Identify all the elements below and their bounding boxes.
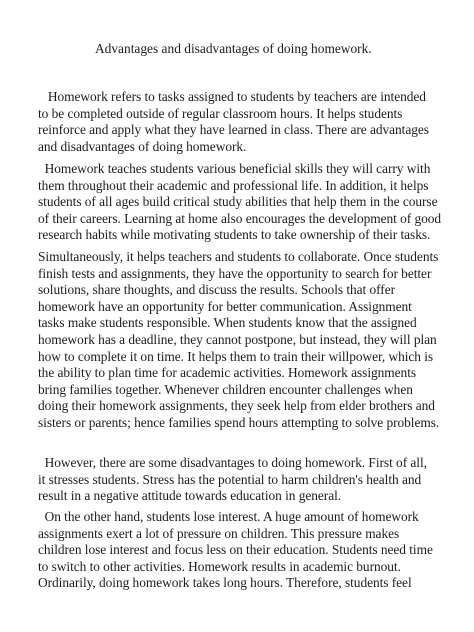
text-line: to switch to other activities. Homework results in academic burnout. <box>38 558 401 574</box>
text-line: the ability to plan time for academic activities. Homework assignments <box>38 365 417 381</box>
text-line: Homework teaches students various beneficial skills they will carry with <box>38 161 431 176</box>
text-line: sisters or parents; hence families spend hours attempting to solve problems. <box>38 414 440 430</box>
text-line: and disadvantages of doing homework. <box>38 138 247 154</box>
text-line: of their careers. Learning at home also encourages the development of good <box>38 210 442 226</box>
paragraph-disadvantages-stress <box>38 455 427 505</box>
text-line: to be completed outside of regular classroom hours. It helps students <box>38 105 403 121</box>
document-title: Advantages and disadvantages of doing homework. <box>95 41 372 56</box>
text-line: research habits while motivating students to take ownership of their tasks. <box>38 227 431 243</box>
text-line: tasks make students responsible. When students know that the assigned <box>38 315 417 331</box>
text-line: However, there are some disadvantages to doing homework. First of all, <box>38 455 427 470</box>
text-line: homework has a deadline, they cannot postpone, but instead, they will plan <box>38 331 437 347</box>
text-line: them throughout their academic and professional life. In addition, it helps <box>38 177 429 193</box>
text-line: reinforce and apply what they have learned in class. There are advantages <box>38 122 429 138</box>
text-line: Ordinarily, doing homework takes long hours. Therefore, students feel <box>38 575 412 591</box>
paragraph-disadvantages-interest <box>38 509 433 592</box>
text-line: Homework refers to tasks assigned to students by teachers are intended <box>38 89 426 104</box>
text-line: On the other hand, students lose interest. A huge amount of homework <box>38 509 419 524</box>
text-line: doing their homework assignments, they seek help from elder brothers and <box>38 398 435 414</box>
text-line: homework have an opportunity for better communication. Assignment <box>38 298 412 314</box>
text-line: it stresses students. Stress has the potential to harm children's health and <box>38 471 422 487</box>
text-line: result in a negative attitude towards education in general. <box>38 488 342 504</box>
text-line: Simultaneously, it helps teachers and students to collaborate. Once students <box>38 249 439 264</box>
paragraph-skills <box>38 161 441 244</box>
text-line: children lose interest and focus less on their education. Students need time <box>38 542 433 558</box>
paragraph-introduction <box>38 89 429 155</box>
text-line: solutions, share thoughts, and discuss the results. Schools that offer <box>38 282 396 298</box>
text-line: students of all ages build critical study abilities that help them in the course <box>38 194 438 210</box>
text-line: how to complete it on time. It helps them to train their willpower, which is <box>38 348 434 364</box>
text-line: bring families together. Whenever children encounter challenges when <box>38 381 413 397</box>
text-line: assignments exert a lot of pressure on children. This pressure makes <box>38 525 400 541</box>
text-line: finish tests and assignments, they have the opportunity to search for better <box>38 265 432 281</box>
paragraph-collaboration <box>38 249 439 432</box>
